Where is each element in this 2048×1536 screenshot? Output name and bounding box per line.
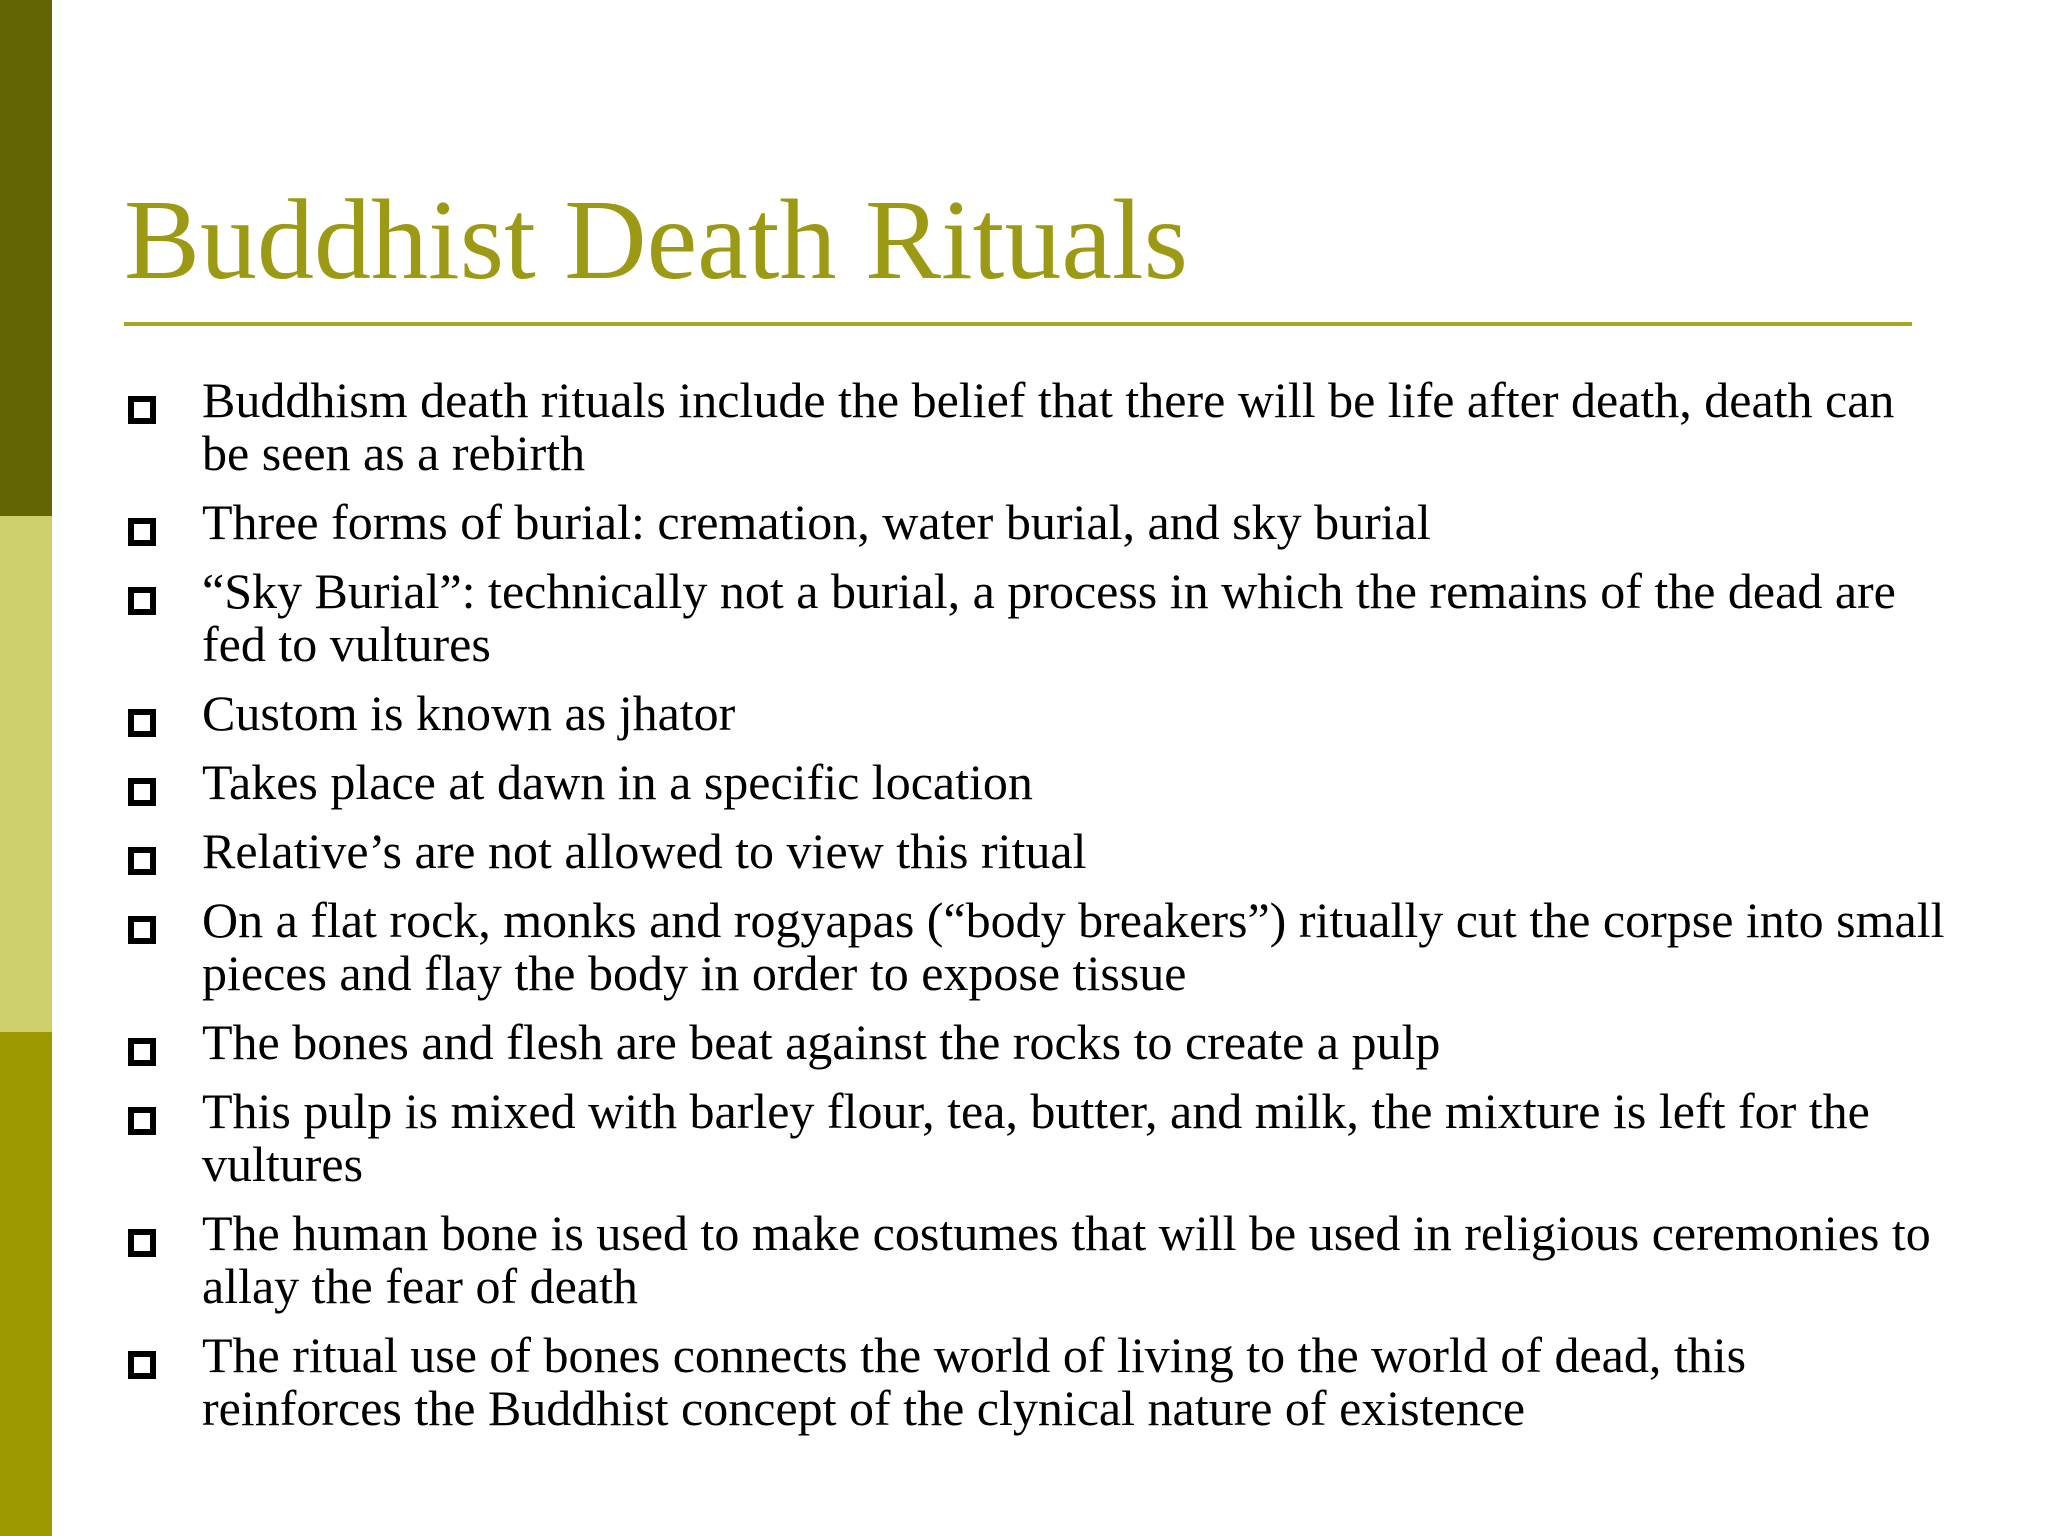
bullet-item — [124, 825, 1954, 878]
bullet-item — [124, 1016, 1954, 1069]
bullet-item — [124, 756, 1954, 809]
side-bar-dark-segment — [0, 0, 52, 516]
bullet-text: On a flat rock, monks and rogyapas (“body breakers”) ritually cut the corpse into small pieces and flay the body in order to expose tissue — [202, 892, 1945, 1001]
slide-title: Buddhist Death Rituals — [124, 176, 1188, 303]
bullet-list — [124, 374, 1954, 1451]
bullet-text: “Sky Burial”: technically not a burial, a process in which the remains of the dead are fed to vultures — [202, 563, 1896, 672]
bullet-text: Takes place at dawn in a specific location — [202, 754, 1033, 810]
side-bar-olive-segment — [0, 1032, 52, 1536]
bullet-text: Relative’s are not allowed to view this ritual — [202, 823, 1087, 879]
square-bullet-icon — [128, 709, 156, 737]
bullet-item — [124, 496, 1954, 549]
side-bar-light-segment — [0, 516, 52, 1032]
bullet-item — [124, 1085, 1954, 1191]
title-underline — [124, 322, 1912, 326]
bullet-item — [124, 565, 1954, 671]
bullet-text: This pulp is mixed with barley flour, tea, butter, and milk, the mixture is left for the vultures — [202, 1083, 1870, 1192]
square-bullet-icon — [128, 1107, 156, 1135]
square-bullet-icon — [128, 916, 156, 944]
bullet-item — [124, 894, 1954, 1000]
square-bullet-icon — [128, 518, 156, 546]
square-bullet-icon — [128, 396, 156, 424]
bullet-item — [124, 1329, 1954, 1435]
square-bullet-icon — [128, 587, 156, 615]
bullet-text: The ritual use of bones connects the world of living to the world of dead, this reinforces the Buddhist concept of the clynical nature of existence — [202, 1327, 1747, 1436]
square-bullet-icon — [128, 1229, 156, 1257]
bullet-item — [124, 687, 1954, 740]
bullet-text: Custom is known as jhator — [202, 685, 736, 741]
bullet-text: Buddhism death rituals include the belief that there will be life after death, death can be seen as a rebirth — [202, 372, 1895, 481]
square-bullet-icon — [128, 847, 156, 875]
bullet-text: The human bone is used to make costumes that will be used in religious ceremonies to allay the fear of death — [202, 1205, 1931, 1314]
bullet-text: The bones and flesh are beat against the rocks to create a pulp — [202, 1014, 1441, 1070]
square-bullet-icon — [128, 778, 156, 806]
bullet-item — [124, 1207, 1954, 1313]
square-bullet-icon — [128, 1038, 156, 1066]
square-bullet-icon — [128, 1351, 156, 1379]
bullet-text: Three forms of burial: cremation, water burial, and sky burial — [202, 494, 1431, 550]
bullet-item — [124, 374, 1954, 480]
